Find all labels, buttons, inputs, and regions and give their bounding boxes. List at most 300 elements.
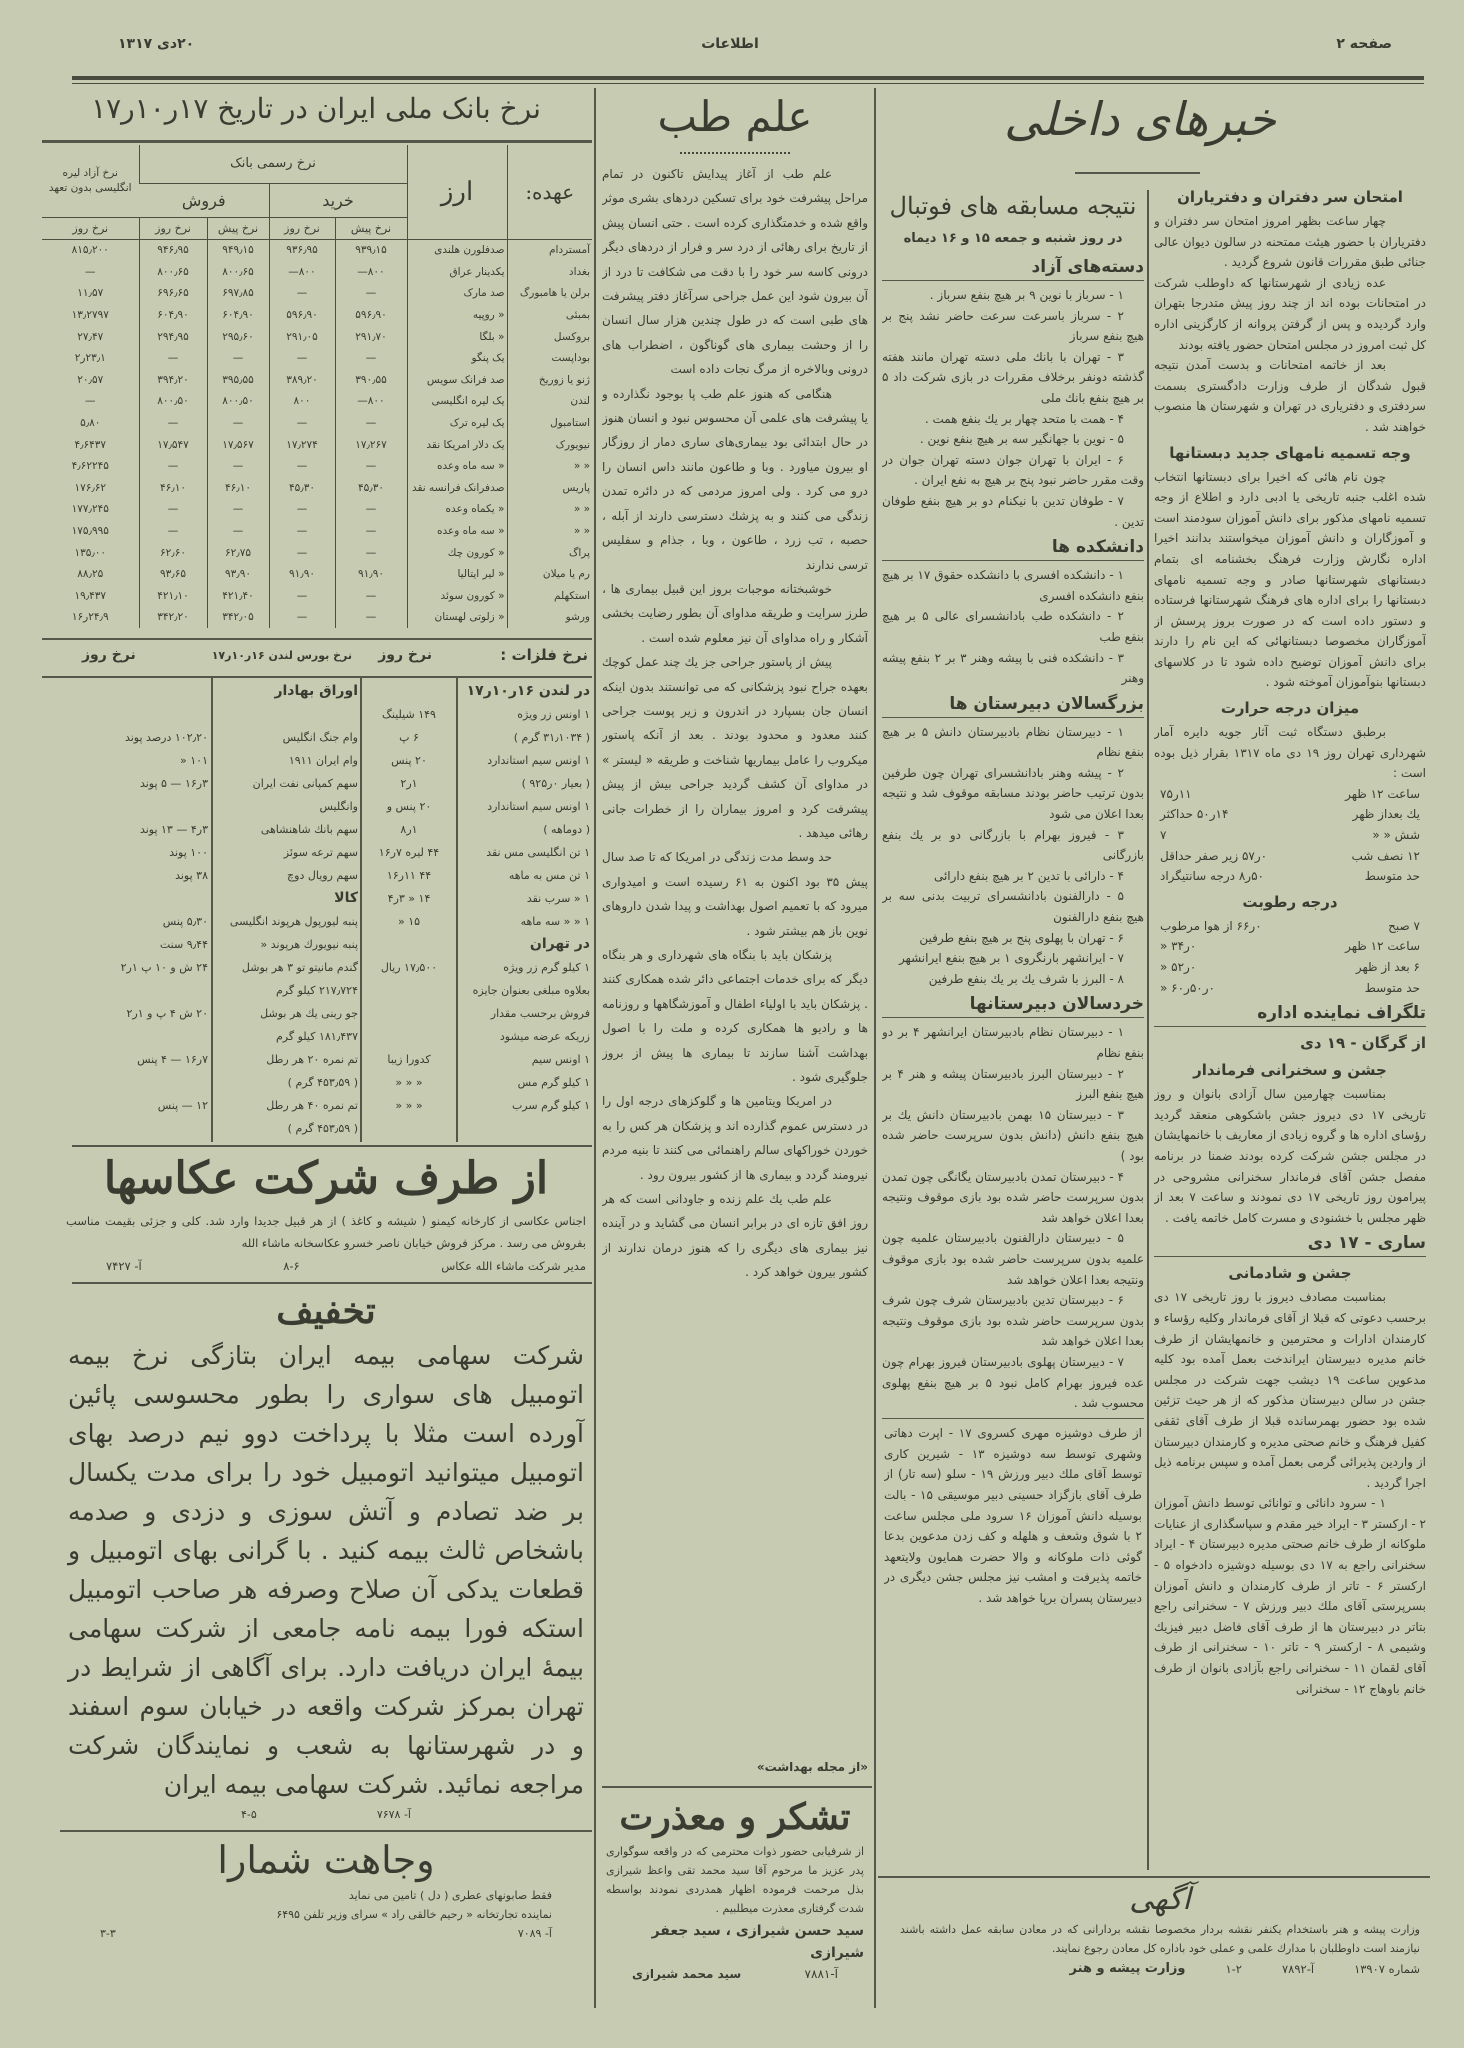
- section-heading: دسته‌های آزاد: [882, 254, 1144, 281]
- security-label: سهم رویال دوچ: [287, 869, 358, 882]
- security-value: [46, 1025, 208, 1048]
- list-item: ۱ - دبیرستان نظام بادبیرستان دانش ۵ بر هیچ بنفع نظام: [882, 724, 1144, 760]
- cell-buy-prev: —: [335, 499, 407, 521]
- list-item: ۷ - ایرانشهر بارنگروی ۱ بر هیچ بنفع ایرانشهر: [898, 951, 1124, 966]
- list-item: ۶ - دبیرستان تدین بادبیرستان شرف چون شرف بدون سرپرست حاضر شده بود بازی موقوف ونتیجه بعدا اعلان خواهد شد: [882, 1293, 1144, 1349]
- football-column: [882, 186, 1144, 1872]
- table-row: [42, 326, 592, 348]
- thanks-code: آ-۷۸۸۱: [804, 1967, 838, 1981]
- list-item: ۱ - دانشکده افسری با دانشکده حقوق ۱۷ بر هیچ بنفع دانشکده افسری: [882, 568, 1144, 603]
- cell-sell-prev: —: [207, 499, 269, 521]
- table-row: [42, 434, 592, 456]
- ad-insurance-title: تخفیف: [276, 1290, 376, 1332]
- cell-buy-prev: ۱۷٫۲۶۷: [335, 434, 407, 456]
- security-value: ۲۴ ش و ۱۰ پ ۱ر۲: [120, 961, 208, 974]
- cell-buy-today: ۸۰۰—: [269, 261, 335, 283]
- thanks-title: تشکر و معذرت: [619, 1796, 851, 1838]
- col-gbp-today: نرخ روز: [42, 217, 139, 239]
- table-row: [42, 542, 592, 564]
- ad-photo-signature: مدیر شرکت ماشاء الله عکاس: [441, 1259, 586, 1273]
- table-row: [42, 499, 592, 521]
- metal-label: ۱ « « سه ماهه: [520, 915, 590, 928]
- paragraph: خوشبختانه موجبات بروز این قبیل بیماری ها ، طرز سرایت و طریقه مداوای آن بطور رضایت بخشی آشکار و راه مداوای آن نیز معلوم شده است .: [602, 581, 868, 645]
- cell-city: استکهلم: [507, 585, 592, 607]
- ad-soap-code2: ۳-۳: [100, 1927, 116, 1940]
- cell-buy-prev: —: [335, 585, 407, 607]
- cell-sell-prev: ۸۰۰٫۵۰: [207, 391, 269, 413]
- issue-date: ۲۰دی ۱۳۱۷: [118, 36, 195, 52]
- data-row: [1154, 846, 1426, 867]
- newspaper-name: اطلاعات: [701, 36, 759, 52]
- cell-free-gbp: ۵٫۸۰: [80, 417, 101, 430]
- left-ads-column: [60, 1150, 592, 1943]
- section-rule: [72, 1145, 592, 1147]
- metal-label: بعلاوه مبلغی بعنوان جایزه: [472, 984, 590, 997]
- list-item: ۲ - پیشه وهنر بادانشسرای تهران چون طرفین بدون ترتیب حاضر بودند مسابقه موقوف شد و نتیجه بعدا اعلان می شود: [882, 765, 1144, 822]
- cell-free-gbp: ۱۳٫۲۷۹۷: [71, 309, 109, 322]
- table-row: [42, 304, 592, 326]
- ad-photo-title: از طرف شرکت عکاسها: [103, 1153, 549, 1204]
- list-item: ۸ - البرز با شرف یك بر یك بنفع طرفین: [928, 971, 1124, 986]
- cell-sell-prev: ۳۹۵٫۵۵: [207, 369, 269, 391]
- paragraph: هنگامی که هنوز علم طب پا بوجود نگذارده و یا پیشرفت های علمی آن محسوس نبود و انسان هنوز در حال ابتدائی بود بیماری‌های ساری دمار از روزگار او بیرون میاورد . وبا و طاعون مانند داس انسان را درو می کرد . ولی امروز مردمی که در دائره تمدن زندگی می کنند و به پزشك دسترسی دارند از آبله ، حصبه ، تب زرد ، طاعون ، وبا ، جذام و سفلیس ترسی ندارند: [602, 386, 868, 572]
- headline: جشن و شادمانی: [1228, 1264, 1352, 1283]
- cell-free-gbp: ۱۱٫۵۷: [77, 287, 104, 300]
- security-value: ۳ر۴ — ۱۳ پوند: [139, 823, 208, 836]
- ad-insurance-code2: ۴-۵: [241, 1808, 257, 1821]
- col-sell-prev: نرخ پیش: [207, 217, 269, 239]
- medicine-article: [602, 162, 868, 1752]
- paragraph: بمناسبت چهارمین سال آزادی بانوان و روز تاریخی ۱۷ دی دیروز جشن باشکوهی منعقد گردید رؤسای اداره ها و گروه زیادی از معاریف با خانمهایشان در مجلس جشن شرکت کرده بودند ضمنا در برنامه مفصل جشن آقای فرماندار سخنرانی مشروحی در پیرامون روز تاریخی ۱۷ دی نمودند و ساعت ۷ بعد از ظهر مجلس با خشنودی و مسرت کامل خاتمه یافت .: [1154, 1087, 1426, 1225]
- section-rule: [882, 1418, 1144, 1420]
- cell-buy-today: ۹۱٫۹۰: [269, 563, 335, 585]
- metal-value: ۱ر۲: [400, 777, 418, 790]
- cell-sell-today: ۶۰۴٫۹۰: [139, 304, 207, 326]
- metals-list: [460, 680, 590, 1117]
- cell-free-gbp: ۱۷۷٫۲۴۵: [71, 503, 109, 516]
- ad-soap-body: [100, 1886, 552, 1943]
- section-rule: [72, 1282, 592, 1284]
- row-value: ۵۰ر۸ درجه سانتیگراد: [1160, 869, 1264, 884]
- cell-city: بروکسل: [507, 326, 592, 348]
- security-value: [46, 1117, 208, 1140]
- thanks-footer: [632, 1964, 838, 1984]
- metals-divider: [360, 678, 362, 1142]
- metal-label: ۱ اونس سیم استاندارد: [487, 754, 590, 767]
- cell-free-gbp: ۱۷۶٫۶۲: [74, 481, 107, 494]
- cell-buy-prev: ۸۰۰—: [335, 391, 407, 413]
- row-label: حد متوسط: [1364, 980, 1420, 995]
- cell-free-gbp: —: [85, 265, 96, 278]
- section-rule: [878, 1876, 1430, 1878]
- cell-currency: صد مارک: [407, 283, 507, 305]
- metals-values: [364, 680, 454, 1117]
- cell-buy-today: —: [269, 499, 335, 521]
- metal-label: ۱ « سرب نقد: [526, 892, 590, 905]
- cell-sell-today: —: [139, 455, 207, 477]
- data-row: [1154, 936, 1426, 957]
- section-heading: بزرگسالان دبیرستان ها: [882, 691, 1144, 718]
- cell-currency: « زلوتی لهستان: [407, 607, 507, 629]
- cell-buy-today: —: [269, 283, 335, 305]
- cell-free-gbp: ۱۷۵٫۹۹۵: [71, 525, 109, 538]
- metals-header-rule: [42, 676, 592, 678]
- notice-body: وزارت پیشه و هنر باستخدام یکنفر نقشه بردار مخصوصا نقشه بردارانی که در معادن سابقه عمل داشته باشند نیازمند است داوطلبان با مدارك علمی و عملی خود باداره کل معادن رجوع نمایند.: [900, 1923, 1420, 1955]
- cell-buy-today: ۴۵٫۳۰: [269, 477, 335, 499]
- cell-buy-prev: ۳۹۰٫۵۵: [335, 369, 407, 391]
- securities-today: نرخ روز: [82, 647, 136, 663]
- table-row: [42, 455, 592, 477]
- row-label: ۶ بعد از ظهر: [1355, 960, 1420, 974]
- metal-label: ( بعیار ۰ر۹۲۵ ): [521, 777, 590, 790]
- paragraph: حد وسط مدت زندگی در امریکا که تا صد سال پیش ۳۵ بود اکنون به ۶۱ رسیده است و امیدواری میرود که با تعمیم اصول بهداشت و پیدا شدن داروهای نوین باز هم بیشتر شود .: [602, 850, 868, 938]
- row-value: ۰ر۵۰ر۶۰ «: [1160, 980, 1215, 995]
- col-city: عهده:: [507, 145, 592, 239]
- metal-value: [364, 1002, 454, 1025]
- news-section-title: خبرهای داخلی: [1004, 92, 1276, 146]
- cell-free-gbp: ۱۹٫۴۳۷: [74, 589, 107, 602]
- metal-value: « « «: [395, 1076, 423, 1089]
- cell-sell-today: ۹۳٫۶۵: [139, 563, 207, 585]
- data-row: [1154, 784, 1426, 805]
- cell-free-gbp: ۸۱۵٫۲۰۰: [71, 244, 109, 257]
- row-label: ۱۲ نصف شب: [1351, 848, 1420, 863]
- security-value: [46, 887, 208, 910]
- rates-title-rule: [42, 140, 592, 143]
- list-item: ۱ - سرباز با نوین ۹ بر هیچ بنفع سرباز .: [929, 288, 1124, 302]
- cell-currency: یک لیره انگلیسی: [407, 391, 507, 413]
- cell-buy-prev: —: [335, 607, 407, 629]
- data-row: [1154, 866, 1426, 887]
- row-label: ساعت ۱۲ ظهر: [1345, 939, 1420, 954]
- cell-sell-today: ۳۹۴٫۲۰: [139, 369, 207, 391]
- row-value: ۰ر۳۴ «: [1160, 939, 1197, 954]
- list-item: ۳ - تهران با بانك ملی دسته تهران مانند هفته گذشته دونفر برخلاف مقررات در بازی شرکت داد ۵ بر هیچ بنفع بانك ملی: [882, 349, 1144, 405]
- metal-value: [364, 680, 454, 703]
- cell-currency: صدفرانک فرانسه نقد: [407, 477, 507, 499]
- metal-label: ( ۳۱٫۱۰۳۴ گرم ): [513, 731, 590, 744]
- table-row: [42, 520, 592, 542]
- table-row: [42, 477, 592, 499]
- paragraph: علم طب یك علم زنده و جاودانی است که هر روز افق تازه ای در برابر انسان می گشاید و در آینده نیز بیماری های دیگری را که هنوز درمان ندارند از کشور بیرون خواهد کرد .: [602, 1192, 868, 1280]
- cell-buy-prev: ۹۳۹٫۱۵: [335, 239, 407, 261]
- headline: امتحان سر دفتران و دفتریاران: [1177, 188, 1403, 206]
- cell-sell-today: ۸۰۰٫۶۵: [139, 261, 207, 283]
- data-row: [1154, 825, 1426, 846]
- cell-currency: « بلگا: [407, 326, 507, 348]
- table-row: [42, 412, 592, 434]
- cell-currency: صدفلورن هلندی: [407, 239, 507, 261]
- dateline: از گرگان - ۱۹ دی: [1300, 1034, 1426, 1053]
- ad-soap-codes: [100, 1924, 552, 1943]
- metal-label: فروش برحسب مقدار: [490, 1007, 590, 1020]
- cell-buy-today: ۲۹۱٫۰۵: [269, 326, 335, 348]
- cell-buy-prev: —: [335, 542, 407, 564]
- row-label: شش « «: [1372, 828, 1420, 843]
- metal-value: ۲۰ پنس: [391, 754, 427, 767]
- cell-city: پراگ: [507, 542, 592, 564]
- news-continuation: از طرف دوشیزه مهری کسروی ۱۷ - اپرت دهاتی وشهری توسط سه دوشیزه ۱۳ - شیرین کاری توسط آقای ملك دبیر ورزش ۱۹ - سلو (سه تار) از طرف آقای بازگزاد حسینی دبیر موسیقی ۱۵ - بالت بوسیله دانش آموزان ۱۶ سرود ملی مجلس ساعت ۲ با شوق وشعف و هلهله و کف زدن مدعوین بدعا گوئی ذات ملوکانه و والا حضرت همایون ولایتعهد خاتمه پذیرفت و امشب نیز مجلس جشن دیگری در دبیرستان پسران برپا خواهد شد .: [884, 1426, 1142, 1605]
- cell-buy-prev: —: [335, 520, 407, 542]
- masthead-rule: [72, 76, 1424, 80]
- rates-body: [42, 239, 592, 628]
- ad-photo-code2: آ- ۷۴۲۷: [106, 1259, 142, 1273]
- cell-buy-today: —: [269, 412, 335, 434]
- metals-today: نرخ روز: [378, 647, 432, 663]
- col-official-rate: نرخ رسمی بانک: [139, 145, 407, 183]
- cell-buy-prev: —: [335, 283, 407, 305]
- col-sell-today: نرخ روز: [139, 217, 207, 239]
- metal-value: [364, 1025, 454, 1048]
- paragraph: در امریکا ویتامین ها و گلوکزهای درجه اول را در دسترس عموم گذارده اند و پزشکان هر کس را به خوردن خوراکهای سالم راهنمائی می کنند تا بنیه مردم نیرومند گردد و بیماری ها از کشور بیرون رود .: [602, 1094, 868, 1182]
- section-heading: ساری - ۱۷ دی: [1154, 1230, 1426, 1257]
- cell-buy-prev: ۹۱٫۹۰: [335, 563, 407, 585]
- list-item: ۵ - دارالفنون بادانشسرای تربیت بدنی سه بر هیچ بنفع دارالفنون: [882, 889, 1144, 925]
- paragraph: علم طب از آغاز پیدایش تاکنون در تمام مراحل پیشرفت خود برای تسکین دردهای بشری موثر واقع شده و خدمتگذاری کرده است . حتی انسان پیش از تاریخ برای رهائی از درد سر و فرار از دردهای دیگر درونی کاسه سر خود را با دقت می شکافت تا درد از آن بیرون شود این عمل جراحی سرآغاز دفتر پیشرفت های طبی است که در طول چندین هزار سال انسان را از وحشت بیماری های گوناگون ، اضطراب های درونی وبالاخره از مرگ نجات داده است: [602, 167, 868, 377]
- notice-signature: وزارت پیشه و هنر: [1069, 1961, 1186, 1976]
- cell-currency: یکدینار عراق: [407, 261, 507, 283]
- security-label: گندم مانیتو تو ۳ هر بوشل: [241, 961, 358, 974]
- cell-currency: « یکماه وعده: [407, 499, 507, 521]
- security-value: [46, 703, 208, 726]
- paragraph: برطبق دستگاه ثبت آثار جویه دایره آمار شهرداری تهران روز ۱۹ دی ماه ۱۳۱۷ بقرار ذیل بوده است :: [1154, 725, 1426, 781]
- cell-city: « «: [507, 520, 592, 542]
- cell-sell-prev: ۱۷٫۵۶۷: [207, 434, 269, 456]
- row-value: ۱۴ر۵۰ حداکثر: [1160, 807, 1229, 822]
- table-row: [42, 347, 592, 369]
- cell-currency: یک لیره ترک: [407, 412, 507, 434]
- cell-city: لندن: [507, 391, 592, 413]
- ad-photo-footer: [66, 1256, 586, 1276]
- security-value: ۳ر۱۶ — ۵ پوند: [139, 777, 208, 790]
- medicine-source: «از مجله بهداشت»: [756, 1760, 868, 1774]
- list-item: ۲ - سرباز باسرعت سرعت حاضر نشد پنج بر هیچ بنفع سرباز: [882, 308, 1144, 344]
- col-sell: فروش: [139, 183, 269, 217]
- cell-city: بوداپست: [507, 347, 592, 369]
- cell-sell-prev: ۸۰۰٫۶۵: [207, 261, 269, 283]
- cell-currency: « سه ماه وعده: [407, 520, 507, 542]
- notice-ad: [900, 1880, 1420, 1980]
- cell-buy-prev: —: [335, 347, 407, 369]
- row-label: ۷ صبح: [1388, 918, 1420, 933]
- cell-sell-prev: ۴۲۱٫۴۰: [207, 585, 269, 607]
- section-rule: [60, 1830, 592, 1832]
- cell-sell-prev: ۹۳٫۹۰: [207, 563, 269, 585]
- cell-city: رم یا میلان: [507, 563, 592, 585]
- thanks-names: سید حسن شیرازی ، سید جعفر شیرازی: [651, 1923, 864, 1961]
- headline: جشن و سخنرانی فرماندار: [1193, 1061, 1387, 1080]
- football-results: [882, 186, 1144, 1414]
- ad-soap-title: وجاهت شمارا: [217, 1838, 435, 1882]
- row-label: حد متوسط: [1364, 869, 1420, 884]
- metals-divider: [211, 678, 213, 1142]
- security-value: [46, 680, 208, 703]
- cell-sell-prev: ۶۹۷٫۸۵: [207, 283, 269, 305]
- metal-label: در لندن ۱۶ر۱۰ر۱۷: [466, 683, 590, 699]
- headline: درجه رطوبت: [1242, 892, 1338, 911]
- medicine-title: علم طب: [657, 92, 813, 141]
- cell-city: « «: [507, 455, 592, 477]
- ornament-rule: [680, 152, 790, 154]
- ad-soap-code: آ- ۷۰۸۹: [517, 1927, 552, 1940]
- cell-buy-today: ۱۷٫۲۷۴: [269, 434, 335, 456]
- cell-free-gbp: ۴٫۶۴۳۷: [74, 438, 107, 451]
- subheading: در روز شنبه و جمعه ۱۵ و ۱۶ دیماه: [903, 231, 1123, 246]
- security-value: ۱۲ — پنس: [157, 1099, 208, 1112]
- cell-free-gbp: ۲۳٫۱ر۲: [74, 352, 106, 365]
- list-item: ۲ - دانشکده طب بادانشسرای عالی ۵ بر هیچ بنفع طب: [882, 609, 1144, 644]
- security-value: ۷ر۱۶ — ۴ پنس: [137, 1053, 208, 1066]
- cell-city: استامبول: [507, 412, 592, 434]
- row-label: یك بعداز ظهر: [1352, 807, 1420, 822]
- metal-value: ۱۷٫۵۰۰ ریال: [380, 961, 438, 974]
- cell-city: آمستردام: [507, 239, 592, 261]
- security-label: جو ربنی یك هر بوشل: [260, 1007, 358, 1020]
- security-value: ۱۰۲٫۲۰ درصد پوند: [124, 731, 208, 744]
- data-row: [1154, 978, 1426, 999]
- security-label: تم نمره ۴۰ هر رطل: [266, 1099, 358, 1112]
- cell-sell-today: ۱۷٫۵۴۷: [139, 434, 207, 456]
- list-item: ۳ - دانشکده فنی با پیشه وهنر ۳ بر ۲ بنفع پیشه وهنر: [882, 650, 1144, 686]
- col-free-gbp: نرخ آزاد لیره انگلیسی بدون تعهد: [42, 145, 139, 217]
- metal-value: ۱۴ « ۳ر۴: [387, 892, 431, 905]
- ad-insurance-footer: [60, 1806, 592, 1824]
- cell-buy-today: ۵۹۶٫۹۰: [269, 304, 335, 326]
- list-item: ۷ - طوفان تدین با نیکنام دو بر هیچ بنفع طوفان تدین .: [882, 493, 1144, 529]
- cell-city: پاریس: [507, 477, 592, 499]
- security-label: وانگلیس: [319, 800, 358, 813]
- column-divider: [874, 88, 876, 2008]
- list-item: ۴ - همت با متحد چهار بر یك بنفع همت .: [924, 411, 1124, 426]
- metal-value: [364, 933, 454, 956]
- headline: میزان درجه حرارت: [1220, 699, 1360, 718]
- cell-sell-today: ۴۶٫۱۰: [139, 477, 207, 499]
- metal-value: ۱۵ «: [397, 915, 421, 928]
- news-right-column: [1154, 182, 1426, 1872]
- ad-insurance-code: آ- ۷۶۷۸: [376, 1808, 411, 1821]
- cell-buy-today: ۳۸۹٫۲۰: [269, 369, 335, 391]
- cell-city: نیویورک: [507, 434, 592, 456]
- table-row: [42, 391, 592, 413]
- security-label: سهم بانك شاهنشاهی: [260, 823, 358, 836]
- col-buy-today: نرخ روز: [269, 217, 335, 239]
- masthead-rule-thin: [72, 83, 1424, 84]
- metal-value: ۱۴۹ شیلینگ: [382, 708, 436, 721]
- cell-sell-today: —: [139, 499, 207, 521]
- news-title-rule: [1075, 172, 1200, 174]
- security-value: ۹٫۴۴ سنت: [159, 938, 208, 951]
- cell-free-gbp: ۲۴٫۹ر۱۶: [71, 611, 109, 624]
- list-item: ۴ - دبیرستان تمدن بادبیرستان یگانگی چون تمدن بدون سرپرست حاضر شده بود بازی موقوف ونتیجه بعدا اعلان خواهد شد: [882, 1169, 1144, 1225]
- cell-sell-prev: ۶۰۴٫۹۰: [207, 304, 269, 326]
- cell-buy-today: —: [269, 455, 335, 477]
- security-label: ۱۸۱٫۴۳۷ کیلو گرم: [275, 1030, 358, 1043]
- cell-buy-today: —: [269, 520, 335, 542]
- cell-free-gbp: ۸۸٫۲۵: [77, 568, 104, 581]
- column-divider: [1147, 190, 1149, 1870]
- table-row: [42, 261, 592, 283]
- metal-label: در تهران: [529, 936, 590, 952]
- table-row: [42, 369, 592, 391]
- cell-sell-today: ۶۲٫۶۰: [139, 542, 207, 564]
- page-number: صفحه ۲: [1336, 36, 1392, 52]
- table-row: [42, 283, 592, 305]
- security-label: پنبه نیویورك هرپوند «: [260, 938, 358, 951]
- row-value: ۷: [1160, 828, 1167, 843]
- cell-currency: « کورون چك: [407, 542, 507, 564]
- cell-buy-today: ۸۰۰: [269, 391, 335, 413]
- cell-buy-today: —: [269, 542, 335, 564]
- cell-free-gbp: ۲۷٫۴۷: [77, 330, 104, 343]
- list-item: ۵ - نوین با جهانگیر سه بر هیچ بنفع نوین .: [919, 432, 1124, 447]
- cell-sell-prev: ۲۹۵٫۶۰: [207, 326, 269, 348]
- security-value: ۳۸ پوند: [175, 869, 208, 882]
- ad-soap-line: فقط صابونهای عطری ( دل ) تامین می نماید: [348, 1889, 552, 1902]
- cell-sell-today: ۴۲۱٫۱۰: [139, 585, 207, 607]
- metal-value: ۶ پ: [399, 731, 419, 744]
- security-value: ۲۰ ش ۴ پ و ۱ر۲: [126, 1007, 208, 1020]
- cell-sell-today: ۹۴۶٫۹۵: [139, 239, 207, 261]
- paragraph: پیش از پاستور جراحی جز یك چند عمل کوچك بعهده جراح نبود پزشکانی که می توانستند بدون اینکه انسان جان بسپارد در اندرون و زیر پوست جراحی کنند معدود و محدود بودند . بعد از آنکه پاستور میکروب را عامل بیماریها شناخت و طریقه « لیستر » در مداوای آن کشف گردید جراحی بیش از پیش پیشرفت کرد و امروز بیماران را از خطرات جانی رهائی میدهد .: [602, 655, 868, 840]
- security-value: [46, 979, 208, 1002]
- row-value: ۱۱ر۷۵: [1160, 786, 1192, 801]
- paragraph: بعد از خاتمه امتحانات و بدست آمدن نتیجه قبول شدگان از طرف وزارت دادگستری بسمت سردفتری و دفتریاری در تهران و شهرستان ها منصوب خواهند شد .: [1154, 358, 1426, 434]
- cell-sell-prev: ۳۴۲٫۰۵: [207, 607, 269, 629]
- securities-values: [46, 680, 208, 1140]
- list-item: ۱ - دبیرستان نظام بادبیرستان ایرانشهر ۴ بر دو بنفع نظام: [882, 1025, 1144, 1060]
- cell-buy-prev: ۴۵٫۳۰: [335, 477, 407, 499]
- security-label: ۲۱۷٫۷۲۴ کیلو گرم: [275, 984, 358, 997]
- cell-city: « «: [507, 499, 592, 521]
- col-buy-prev: نرخ پیش: [335, 217, 407, 239]
- section-heading: تلگراف نماینده اداره: [1154, 1000, 1426, 1027]
- cell-free-gbp: ۲۰٫۵۷: [77, 373, 104, 386]
- security-value: [46, 1071, 208, 1094]
- col-currency: ارز: [407, 145, 507, 239]
- thanks-body: از شرفیابی حضور ذوات محترمی که در واقعه سوگواری پدر عزیز ما مرحوم آقا سید محمد تقی واعظ شیرازی بذل مرحمت فرموده اظهار همدردی نمودند بواسطه شدت گرفتاری معذرت میطلبیم .: [606, 1845, 864, 1915]
- cell-buy-prev: ۸۰۰—: [335, 261, 407, 283]
- cell-sell-today: —: [139, 347, 207, 369]
- ad-insurance-body: شرکت سهامی بیمه ایران بتازگی نرخ بیمه اتومبیل های سواری را بطور محسوسی پائین آورده است مثلا با پرداخت دوو نیم درصد بهای اتومبیل میتوانید اتومبیل خود را برای مدت یکسال بر ضد تصادم و آتش سوزی و دزدی و صدمه باشخاص ثالث بیمه کنید . با گرانی بهای اتومبیل و قطعات یدکی آن صلاح وصرفه هر صاحب اتومبیل استکه فورا بیمه نامه جامعی از شرکت سهامی بیمهٔ ایران دریافت دارد. برای آگاهی از شرایط در تهران بمرکز شرکت واقعه در خیابان سوم اسفند و در شهرستانها به شعب و نمایندگان شرکت مراجعه نمائید. شرکت سهامی بیمه ایران: [68, 1341, 584, 1799]
- paragraph: ۱ - سرود دانائی و توانائی توسط دانش آموزان ۲ - ارکستر ۳ - ایراد خیر مقدم و سپاسگذاری از عنایات ملوکانه از طرف خانم صحتی مدیره دبیرستان ۴ - ایراد سخنرانی راجع به ۱۷ دی بوسیله دوشیزه دادخواه ۵ - ارکستر ۶ - تاتر از طرف کارمندان و دانش آموزان بسرپرستی آقای ملك دبیر ورزش ۷ - سخنرانی راجع بتاتر در دبیرستان ها از طرف آقای فاضل دبیر فیزیك وشیمی ۸ - ارکستر ۹ - تاتر ۱۰ - سخنرانی از طرف آقای لقمان ۱۱ - سخنرانی راجع بآزادی بانوان از طرف خانم باوهاج ۱۲ - سخنرانی: [1154, 1496, 1426, 1696]
- metal-label: ۱ تن انگلیسی مس نقد: [486, 846, 590, 859]
- cell-sell-today: —: [139, 520, 207, 542]
- cell-currency: « لیر ایتالیا: [407, 563, 507, 585]
- cell-currency: « روپیه: [407, 304, 507, 326]
- cell-sell-today: ۸۰۰٫۵۰: [139, 391, 207, 413]
- security-label: ( ۴۵۳٫۵۹ گرم ): [287, 1076, 358, 1089]
- notice-code: آ-۷۸۹۲: [1282, 1962, 1315, 1976]
- list-item: ۵ - دبیرستان دارالفنون بادبیرستان علمیه چون علمیه بدون سرپرست حاضر شده بود بازی موقوف ونتیجه بعدا اعلان خواهد شد: [882, 1231, 1144, 1287]
- cell-currency: « سه ماه وعده: [407, 455, 507, 477]
- headline: وجه تسمیه نامهای جدید دبستانها: [1169, 443, 1411, 462]
- list-item: ۴ - دارائی با تدین ۲ بر هیچ بنفع دارائی: [933, 868, 1124, 883]
- paragraph: چون نام هائی که اخیرا برای دبستانها انتخاب شده اغلب جنبه تاریخی یا ادبی دارد و اطلاع از وجه تسمیه نامهای مذکور برای دانش آموزان سودمند است و آموزگاران و دانش آموزان میخواستند بدانند اخیرا اداره نگارش وزارت فرهنگ بخشنامه ای بتمام دبستانهای شهرستانها صادر و وجه تسمیه نامهای دبستانها را برای اداره های فرهنگ شهرستانها فرستاده و دستور داده است که در صورت بروز پرسش از آموزگاران مخصوصا دبستانهائی که این نام را دارند برای دانش آموزان توضیح داده شود تا در کلاسهای دبستانها بنوآموزان آموخته شود .: [1154, 469, 1426, 690]
- notice-title: آگهی: [1129, 1882, 1191, 1917]
- metal-label: ۱ اونس زر ویژه: [517, 708, 590, 721]
- data-row: [1154, 957, 1426, 978]
- cell-free-gbp: —: [85, 395, 96, 408]
- row-label: ساعت ۱۲ ظهر: [1345, 786, 1420, 801]
- metal-label: ۱ اونس سیم: [531, 1053, 590, 1066]
- list-item: ۶ - ایران با تهران جوان دسته تهران جوان در وقت مقرر حاضر نبود پنج بر هیچ به نفع ایران .: [882, 452, 1144, 488]
- paragraph: چهار ساعت بظهر امروز امتحان سر دفتران و دفتریاران با حضور هیئت ممتحنه در سالون دیوان عالی جنائی طبق مقررات قانون شروع گردید .: [1154, 214, 1426, 270]
- cell-free-gbp: ۴٫۶۲۲۴۵: [71, 460, 109, 473]
- exchange-rate-table: [42, 145, 592, 628]
- security-value: ۵٫۳۰ پنس: [162, 915, 208, 928]
- cell-sell-prev: —: [207, 520, 269, 542]
- metal-label: ۱ اونس سیم استاندارد: [487, 800, 590, 813]
